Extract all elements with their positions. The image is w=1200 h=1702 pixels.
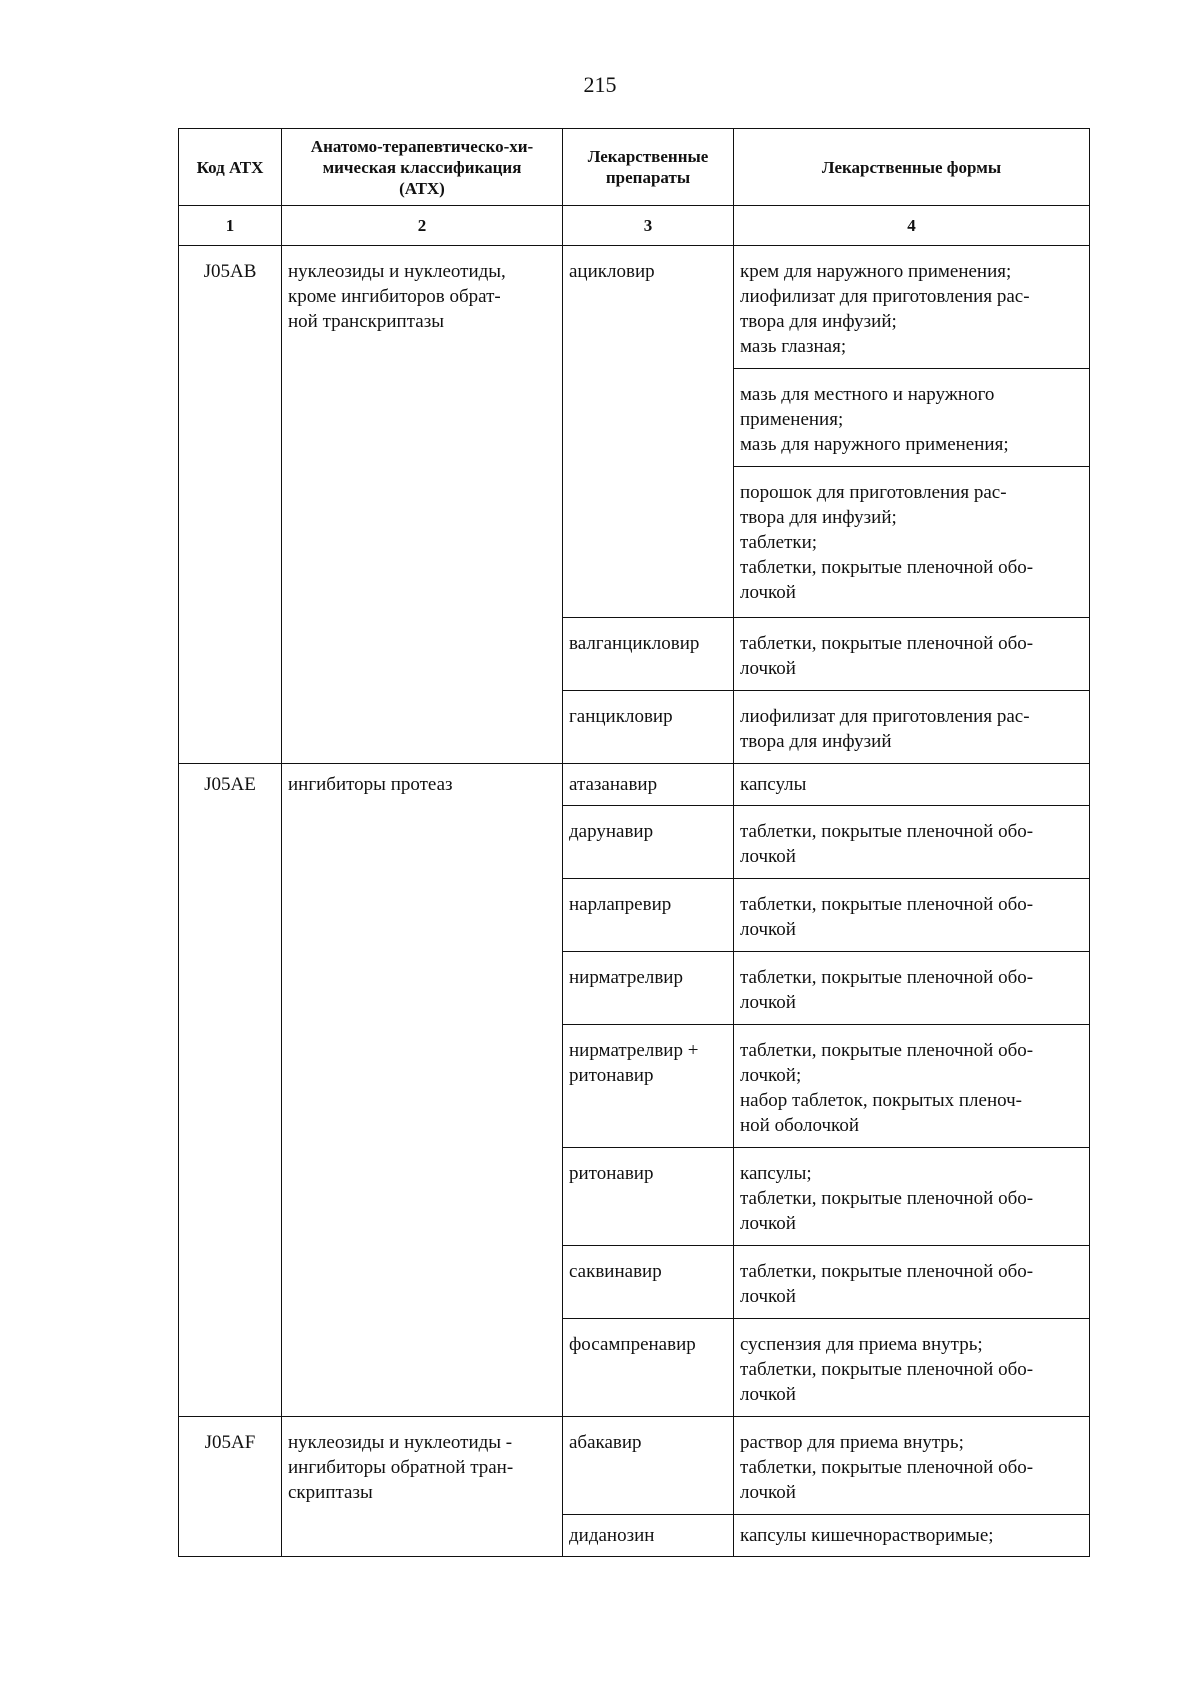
- column-number: 1: [179, 206, 282, 246]
- dosage-form-line: лочкой: [740, 992, 796, 1013]
- dosage-form-cell: [734, 764, 1090, 806]
- atx-code-cell: J05AB: [179, 246, 282, 764]
- dosage-form-line: таблетки, покрытые пленочной обо-: [740, 967, 1034, 988]
- dosage-form-cell: [734, 467, 1090, 618]
- drug-name-line: нирматрелвир +: [569, 1040, 699, 1061]
- drug-name-cell: валганцикловир: [563, 618, 734, 691]
- header-line: Лекарственные: [587, 147, 709, 166]
- drug-name-cell: абакавир: [563, 1417, 734, 1515]
- header-line: Анатомо-терапевтическо-хи-: [310, 136, 534, 156]
- dosage-form-line: капсулы: [740, 774, 807, 795]
- dosage-form-cell: [734, 1246, 1090, 1319]
- classification-cell: [282, 764, 563, 1417]
- classification-line: кроме ингибиторов обрат-: [288, 286, 501, 307]
- dosage-form-line: таблетки, покрытые пленочной обо-: [740, 1261, 1034, 1282]
- dosage-form-line: таблетки, покрытые пленочной обо-: [740, 894, 1034, 915]
- dosage-form-line: применения;: [740, 409, 844, 430]
- column-number: 2: [282, 206, 563, 246]
- drug-name-cell: ритонавир: [563, 1148, 734, 1246]
- drug-name-cell: нарлапревир: [563, 879, 734, 952]
- header-dosage-forms: Лекарственные формы: [734, 129, 1090, 206]
- dosage-form-cell: [734, 246, 1090, 369]
- table-row: [179, 1417, 1090, 1515]
- drug-name-cell: ганцикловир: [563, 691, 734, 764]
- drug-name-cell: саквинавир: [563, 1246, 734, 1319]
- drug-name-cell: фосампренавир: [563, 1319, 734, 1417]
- page-number: 215: [583, 72, 617, 97]
- dosage-form-cell: [734, 1515, 1090, 1557]
- dosage-form-cell: [734, 806, 1090, 879]
- atx-drug-table: [178, 128, 1090, 1557]
- header-line: (АТХ): [399, 178, 445, 198]
- atx-code-cell: J05AE: [179, 764, 282, 1417]
- dosage-form-line: таблетки, покрытые пленочной обо-: [740, 1188, 1034, 1209]
- dosage-form-cell: [734, 952, 1090, 1025]
- header-atx-code: Код АТХ: [179, 129, 282, 206]
- classification-cell: [282, 246, 563, 764]
- drug-name-cell: атазанавир: [563, 764, 734, 806]
- classification-line: нуклеозиды и нуклеотиды,: [288, 261, 506, 282]
- dosage-form-line: таблетки, покрытые пленочной обо-: [740, 557, 1034, 578]
- dosage-form-cell: [734, 1319, 1090, 1417]
- classification-line: ингибиторы обратной тран-: [288, 1457, 514, 1478]
- header-line: препараты: [605, 168, 691, 187]
- dosage-form-line: капсулы кишечнорастворимые;: [740, 1525, 994, 1546]
- dosage-form-line: таблетки, покрытые пленочной обо-: [740, 1359, 1034, 1380]
- classification-line: ингибиторы протеаз: [288, 774, 453, 795]
- classification-line: ной транскриптазы: [288, 311, 444, 332]
- dosage-form-line: таблетки, покрытые пленочной обо-: [740, 821, 1034, 842]
- dosage-form-cell: [734, 369, 1090, 467]
- column-number-row: [179, 206, 1090, 246]
- dosage-form-line: таблетки, покрытые пленочной обо-: [740, 1457, 1034, 1478]
- table-row: [179, 764, 1090, 806]
- dosage-form-line: крем для наружного применения;: [740, 261, 1012, 282]
- dosage-form-line: таблетки;: [740, 532, 818, 553]
- header-line: мическая классификация: [322, 157, 522, 177]
- table-header-row: [179, 129, 1090, 206]
- dosage-form-line: раствор для приема внутрь;: [740, 1432, 964, 1453]
- dosage-form-cell: [734, 879, 1090, 952]
- dosage-form-line: порошок для приготовления рас-: [740, 482, 1007, 503]
- dosage-form-line: лочкой: [740, 1384, 796, 1405]
- classification-line: нуклеозиды и нуклеотиды -: [288, 1432, 513, 1453]
- header-drugs: [563, 129, 734, 206]
- dosage-form-line: таблетки, покрытые пленочной обо-: [740, 633, 1034, 654]
- column-number: 4: [734, 206, 1090, 246]
- dosage-form-line: лочкой: [740, 1482, 796, 1503]
- dosage-form-cell: [734, 1148, 1090, 1246]
- dosage-form-line: лочкой;: [740, 1065, 802, 1086]
- dosage-form-line: ной оболочкой: [740, 1115, 859, 1136]
- dosage-form-line: лочкой: [740, 846, 796, 867]
- classification-cell: [282, 1417, 563, 1557]
- dosage-form-line: твора для инфузий;: [740, 507, 897, 528]
- dosage-form-line: лиофилизат для приготовления рас-: [740, 286, 1030, 307]
- column-number: 3: [563, 206, 734, 246]
- classification-line: скриптазы: [288, 1482, 373, 1503]
- dosage-form-line: лочкой: [740, 919, 796, 940]
- table-row: [179, 246, 1090, 369]
- dosage-form-line: таблетки, покрытые пленочной обо-: [740, 1040, 1034, 1061]
- dosage-form-line: лочкой: [740, 1286, 796, 1307]
- drug-name-cell: диданозин: [563, 1515, 734, 1557]
- dosage-form-cell: [734, 1417, 1090, 1515]
- dosage-form-line: твора для инфузий;: [740, 311, 897, 332]
- drug-name-cell: нирматрелвир: [563, 952, 734, 1025]
- dosage-form-cell: [734, 691, 1090, 764]
- dosage-form-line: набор таблеток, покрытых пленоч-: [740, 1090, 1023, 1111]
- dosage-form-line: мазь для наружного применения;: [740, 434, 1009, 455]
- atx-code-cell: J05AF: [179, 1417, 282, 1557]
- dosage-form-line: лиофилизат для приготовления рас-: [740, 706, 1030, 727]
- header-atx-classification: [282, 129, 563, 206]
- dosage-form-line: твора для инфузий: [740, 731, 892, 752]
- dosage-form-line: лочкой: [740, 582, 796, 603]
- drug-name-cell: дарунавир: [563, 806, 734, 879]
- drug-name-cell: ацикловир: [563, 246, 734, 618]
- drug-name-line: ритонавир: [569, 1065, 654, 1086]
- dosage-form-line: капсулы;: [740, 1163, 812, 1184]
- dosage-form-line: мазь для местного и наружного: [740, 384, 995, 405]
- dosage-form-cell: [734, 1025, 1090, 1148]
- dosage-form-line: мазь глазная;: [740, 336, 847, 357]
- dosage-form-line: лочкой: [740, 658, 796, 679]
- dosage-form-line: суспензия для приема внутрь;: [740, 1334, 983, 1355]
- drug-name-cell: [563, 1025, 734, 1148]
- dosage-form-cell: [734, 618, 1090, 691]
- dosage-form-line: лочкой: [740, 1213, 796, 1234]
